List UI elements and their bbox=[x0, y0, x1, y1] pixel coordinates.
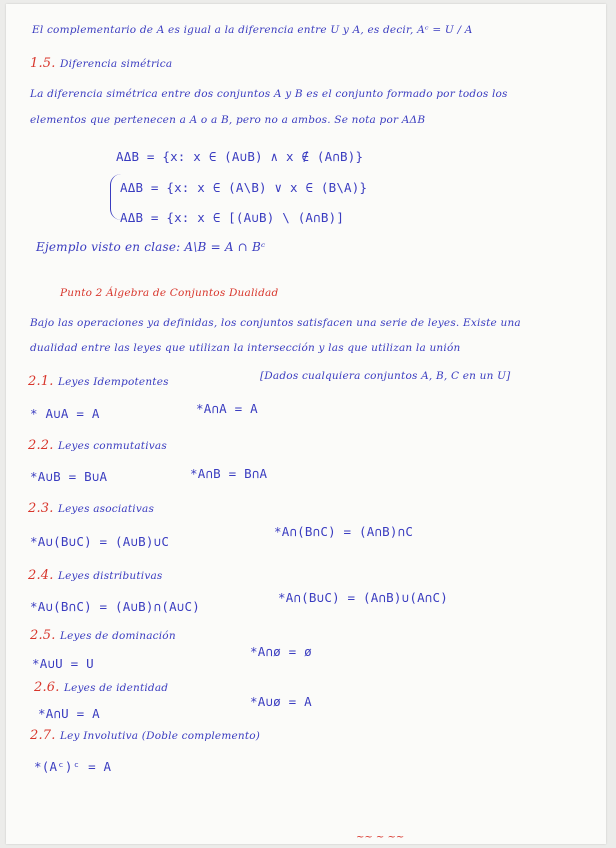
section-2-7-heading bbox=[30, 728, 260, 743]
definition-line-2: elementos que pertenecen a A o a B, pero no a ambos. Se nota por AΔB bbox=[30, 114, 426, 126]
complement-line: El complementario de A es igual a la diferencia entre U y A, es decir, Aᶜ = U / A bbox=[32, 24, 473, 36]
formula-1: AΔB = {x: x ∈ (A∪B) ∧ x ∉ (A∩B)} bbox=[116, 149, 364, 164]
law-2-2-b: *A∩B = B∩A bbox=[190, 466, 268, 481]
intro-line-1: Bajo las operaciones ya definidas, los conjuntos satisfacen una serie de leyes. Existe una bbox=[30, 317, 521, 329]
example-line: Ejemplo visto en clase: A\B = A ∩ Bᶜ bbox=[36, 240, 266, 254]
law-2-6-a: *A∩U = A bbox=[38, 706, 100, 721]
section-number: 2.1. bbox=[28, 374, 54, 389]
law-2-3-b: *A∩(B∩C) = (A∩B)∩C bbox=[274, 524, 414, 539]
section-title: Leyes Idempotentes bbox=[57, 376, 169, 388]
section-title: Leyes distributivas bbox=[57, 570, 163, 582]
section-number: 2.2. bbox=[28, 438, 54, 453]
section-1-5-heading bbox=[30, 56, 172, 71]
law-2-3-a: *A∪(B∪C) = (A∪B)∪C bbox=[30, 534, 170, 549]
section-title: Leyes de dominación bbox=[59, 630, 176, 642]
formula-2: AΔB = {x: x ∈ (A\B) ∨ x ∈ (B\A)} bbox=[120, 180, 368, 195]
section-2-5-heading bbox=[30, 628, 176, 643]
law-2-7-a: *(Aᶜ)ᶜ = A bbox=[34, 759, 112, 774]
section-number: 2.3. bbox=[28, 501, 54, 516]
section-title: Leyes de identidad bbox=[63, 682, 169, 694]
section-2-1-heading bbox=[28, 374, 169, 389]
bullet-mark: * bbox=[274, 524, 282, 539]
bullet-mark: * bbox=[250, 644, 258, 659]
law-2-6-b: *A∪ø = A bbox=[250, 694, 312, 709]
section-title: Leyes conmutativas bbox=[57, 440, 167, 452]
bullet-mark: * bbox=[30, 534, 38, 549]
notebook-page bbox=[6, 4, 606, 844]
section-2-2-heading bbox=[28, 438, 167, 453]
law-2-1-a: * A∪A = A bbox=[30, 406, 100, 421]
law-2-1-b: *A∩A = A bbox=[196, 401, 258, 416]
section-2-3-heading bbox=[28, 501, 154, 516]
bullet-mark: * bbox=[196, 401, 204, 416]
bullet-mark: * bbox=[250, 694, 258, 709]
section-number: 2.6. bbox=[34, 680, 60, 695]
section-title: Ley Involutiva (Doble complemento) bbox=[59, 730, 261, 742]
bullet-mark: * bbox=[30, 469, 38, 484]
section-title: Leyes asociativas bbox=[57, 503, 155, 515]
section-title: Diferencia simétrica bbox=[59, 58, 173, 70]
given-sets-note: [Dados cualquiera conjuntos A, B, C en un U] bbox=[260, 370, 511, 382]
section-number: 2.7. bbox=[30, 728, 56, 743]
definition-line-1: La diferencia simétrica entre dos conjuntos A y B es el conjunto formado por todos los bbox=[30, 88, 508, 100]
section-number: 2.4. bbox=[28, 568, 54, 583]
law-2-5-a: *A∪U = U bbox=[32, 656, 94, 671]
law-2-4-a: *A∪(B∩C) = (A∪B)∩(A∪C) bbox=[30, 599, 200, 614]
law-2-5-b: *A∩ø = ø bbox=[250, 644, 312, 659]
page-footer-mark: ~~ ~ ~~ bbox=[356, 832, 405, 843]
bullet-mark: * bbox=[30, 406, 38, 421]
bullet-mark: * bbox=[32, 656, 40, 671]
formula-3: AΔB = {x: x ∈ [(A∪B) \ (A∩B)] bbox=[120, 210, 345, 225]
bullet-mark: * bbox=[34, 759, 42, 774]
bullet-mark: * bbox=[278, 590, 286, 605]
section-2-4-heading bbox=[28, 568, 163, 583]
law-2-4-b: *A∩(B∪C) = (A∩B)∪(A∩C) bbox=[278, 590, 448, 605]
section-number: 2.5. bbox=[30, 628, 56, 643]
law-2-2-a: *A∪B = B∪A bbox=[30, 469, 108, 484]
bullet-mark: * bbox=[190, 466, 198, 481]
section-number: 1.5. bbox=[30, 56, 56, 71]
bullet-mark: * bbox=[38, 706, 46, 721]
intro-line-2: dualidad entre las leyes que utilizan la intersección y las que utilizan la unión bbox=[30, 342, 461, 354]
punto-2-heading: Punto 2 Álgebra de Conjuntos Dualidad bbox=[60, 287, 279, 299]
bullet-mark: * bbox=[30, 599, 38, 614]
section-2-6-heading bbox=[34, 680, 168, 695]
